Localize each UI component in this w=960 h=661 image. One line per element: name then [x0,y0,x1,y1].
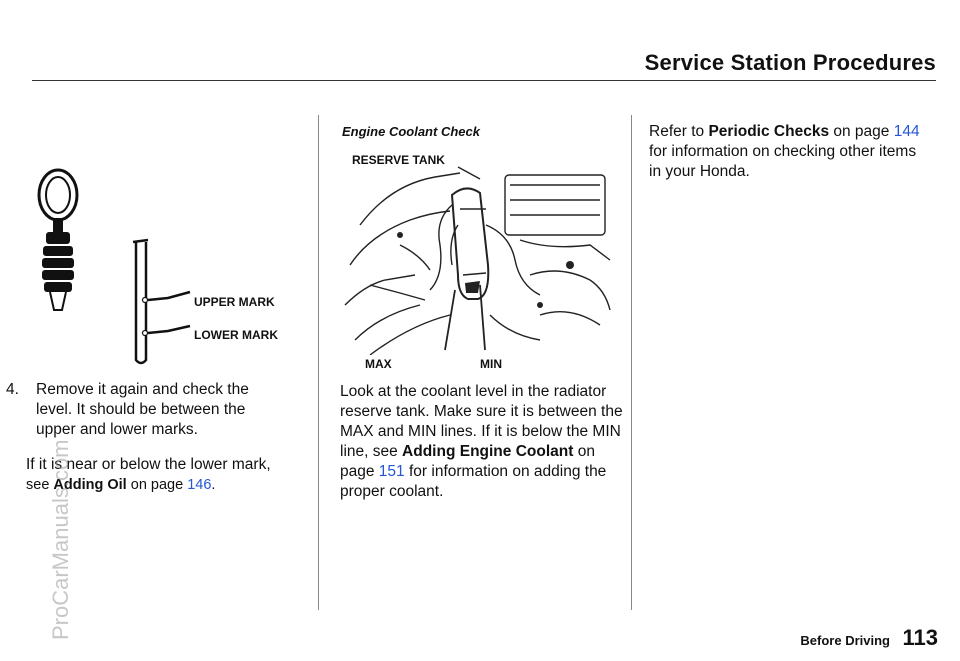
page-title: Service Station Procedures [644,50,936,75]
max-label: MAX [365,357,392,371]
column-divider-left [318,115,319,610]
periodic-checks-paragraph [649,122,929,182]
title-rule [32,80,936,81]
period-text: . [211,477,216,493]
footer-section-name: Before Driving [800,633,890,648]
step-text: Remove it again and check the level. It should be between the upper and lower marks. [36,381,249,438]
see-text: see [26,477,50,493]
on-page-text: on page [833,123,890,140]
on-page-text: on page [130,477,184,493]
page-link-151[interactable]: 151 [378,463,405,480]
page-number: 113 [902,625,938,650]
column-divider-right [631,115,632,610]
reserve-tank-label: RESERVE TANK [352,153,445,167]
watermark: ProCarManuals.com [48,439,73,640]
on-page-text: on page [340,443,595,480]
refer-text: Refer to [649,123,705,140]
adding-oil-title: Adding Oil [53,477,127,493]
lower-mark-label: LOWER MARK [194,328,278,342]
periodic-checks-title: Periodic Checks [708,123,830,140]
figure-caption: Engine Coolant Check [342,124,480,139]
refer-rest-text: for information on checking other items in your Honda. [649,143,917,180]
page-link-144[interactable]: 144 [893,123,920,140]
engine-coolant-illustration [340,165,620,355]
oil-note-text: If it is near or below the lower mark, [26,456,271,473]
coolant-paragraph [340,382,625,502]
page-link-146[interactable]: 146 [187,477,212,493]
min-label: MIN [480,357,502,371]
upper-mark-label: UPPER MARK [194,295,275,309]
coolant-text-1: Look at the coolant level in the radiator reserve tank. Make sure it is between the MAX and MIN lines. If it is below the MIN line, see [340,383,623,460]
step-4 [6,380,316,440]
step-number: 4. [6,381,19,398]
adding-engine-coolant-title: Adding Engine Coolant [402,443,574,460]
coolant-text-2: for information on adding the proper coolant. [340,463,607,500]
